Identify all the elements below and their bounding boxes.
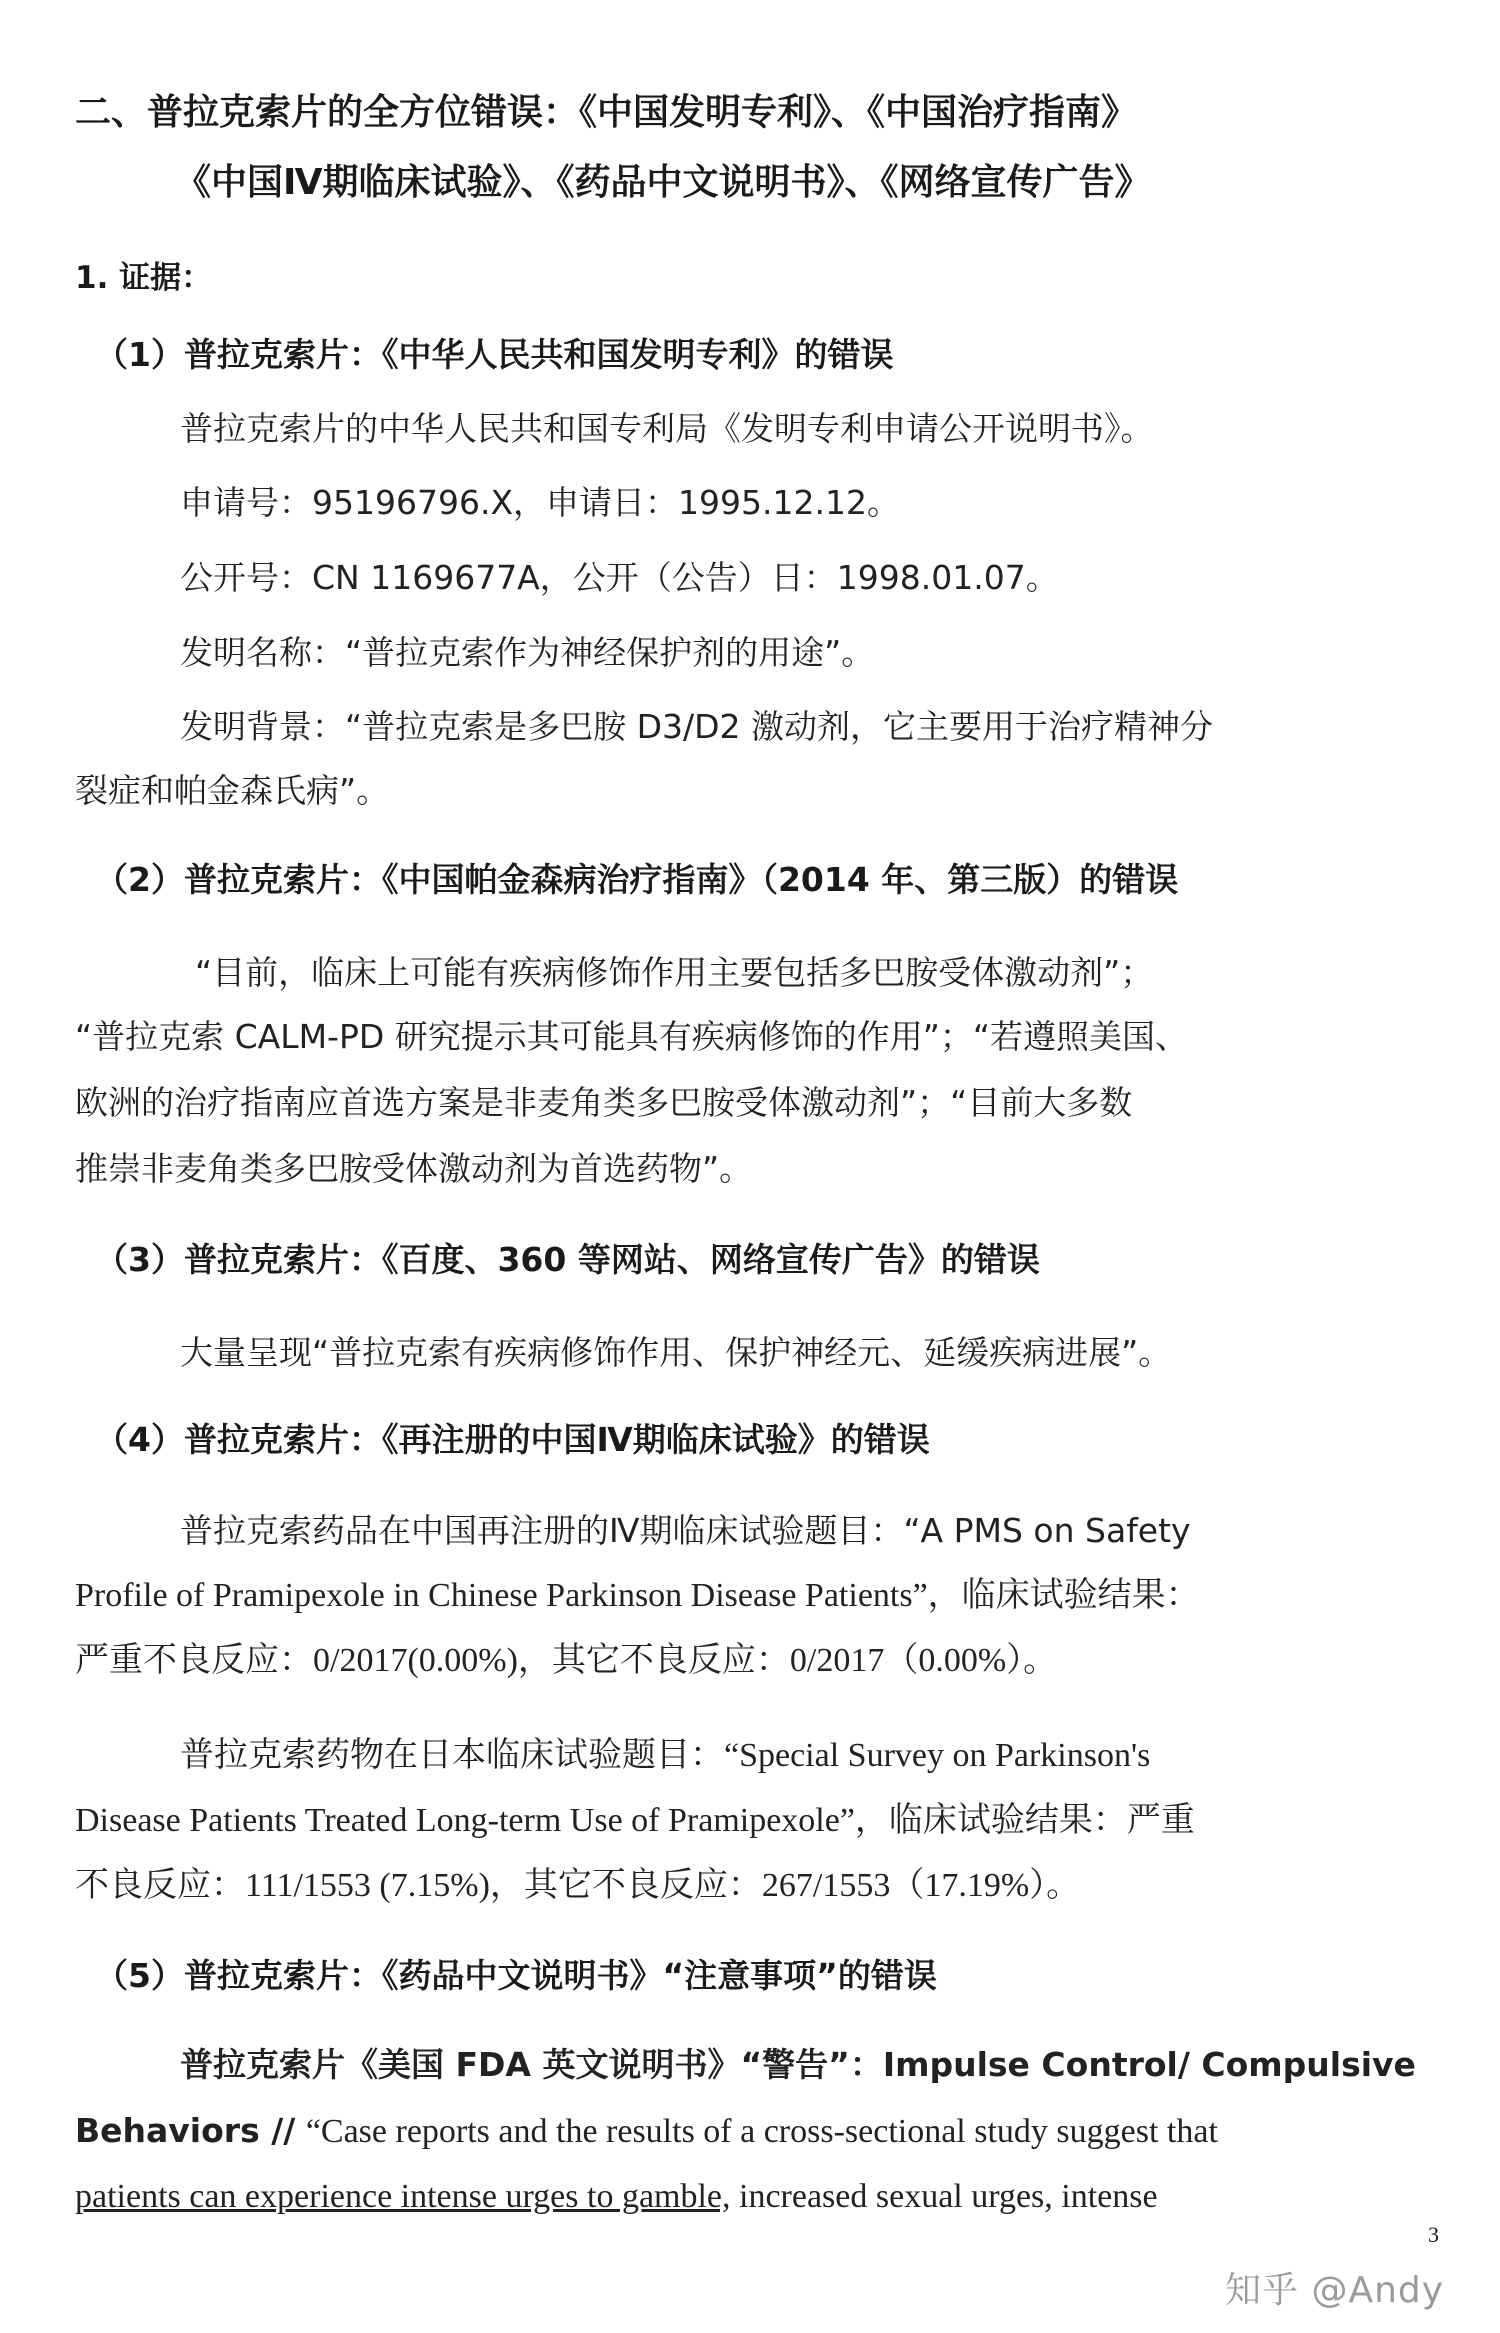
item2-line: 欧洲的治疗指南应首选方案是非麦角类多巴胺受体激动剂”；“目前大多数 (75, 1083, 1133, 1122)
title-line-2: 《中国Ⅳ期临床试验》、《药品中文说明书》、《网络宣传广告》 (175, 162, 1151, 203)
item1-line: 发明名称：“普拉克索作为神经保护剂的用途”。 (180, 633, 875, 672)
item1-line: 普拉克索片的中华人民共和国专利局《发明专利申请公开说明书》。 (180, 409, 1154, 448)
zhihu-watermark: 知乎 @Andy (1225, 2270, 1445, 2311)
item5-line-fda-warning: 普拉克索片《美国 FDA 英文说明书》“警告”：Impulse Control/ Compulsive (180, 2045, 1416, 2084)
item1-line: 发明背景：“普拉克索是多巴胺 D3/D2 激动剂，它主要用于治疗精神分 (180, 707, 1214, 746)
item4-line: 不良反应：111/1553 (7.15%)，其它不良反应：267/1553（17.19%）。 (75, 1867, 1081, 1904)
section-heading-evidence: 1. 证据： (75, 260, 213, 296)
item2-line: “普拉克索 CALM-PD 研究提示其可能具有疾病修饰的作用”；“若遵照美国、 (75, 1017, 1188, 1056)
item5-heading: （5）普拉克索片：《药品中文说明书》“注意事项”的错误 (95, 1956, 937, 1995)
title-line-1: 二、普拉克索片的全方位错误：《中国发明专利》、《中国治疗指南》 (75, 92, 1138, 133)
item1-line: 裂症和帕金森氏病”。 (75, 771, 390, 810)
page-number: 3 (1428, 2222, 1439, 2247)
item4-line: 普拉克索药物在日本临床试验题目：“Special Survey on Parkinson's (180, 1737, 1151, 1774)
item4-heading: （4）普拉克索片：《再注册的中国Ⅳ期临床试验》的错误 (95, 1420, 930, 1459)
item4-line: 普拉克索药品在中国再注册的Ⅳ期临床试验题目：“A PMS on Safety (180, 1511, 1191, 1550)
item2-line: 推崇非麦角类多巴胺受体激动剂为首选药物”。 (75, 1149, 753, 1188)
item3-heading: （3）普拉克索片：《百度、360 等网站、网络宣传广告》的错误 (95, 1240, 1040, 1279)
item1-line: 申请号：95196796.X，申请日：1995.12.12。 (180, 483, 901, 522)
item5-line-3 (75, 2174, 1158, 2220)
behaviors-label: Behaviors // (75, 2111, 296, 2150)
quote-continue: increased sexual urges, intense (730, 2178, 1158, 2215)
item4-line: Profile of Pramipexole in Chinese Parkinson Disease Patients”，临床试验结果： (75, 1577, 1200, 1614)
item4-line: 严重不良反应：0/2017(0.00%)，其它不良反应：0/2017（0.00%）。 (75, 1642, 1058, 1679)
item4-line: Disease Patients Treated Long-term Use of Pramipexole”，临床试验结果：严重 (75, 1802, 1195, 1839)
item1-heading: （1）普拉克索片：《中华人民共和国发明专利》的错误 (95, 335, 894, 374)
quote-start: “Case reports and the results of a cross-sectional study suggest that (305, 2113, 1218, 2150)
item3-line: 大量呈现“普拉克索有疾病修饰作用、保护神经元、延缓疾病进展”。 (180, 1333, 1172, 1372)
item2-heading: （2）普拉克索片：《中国帕金森病治疗指南》（2014 年、第三版）的错误 (95, 860, 1179, 899)
underlined-phrase: patients can experience intense urges to gamble, (75, 2178, 731, 2215)
item2-line: “目前，临床上可能有疾病修饰作用主要包括多巴胺受体激动剂”； (195, 953, 1154, 992)
item5-line-2 (75, 2108, 1218, 2155)
item1-line: 公开号：CN 1169677A，公开（公告）日：1998.01.07。 (180, 558, 1059, 597)
